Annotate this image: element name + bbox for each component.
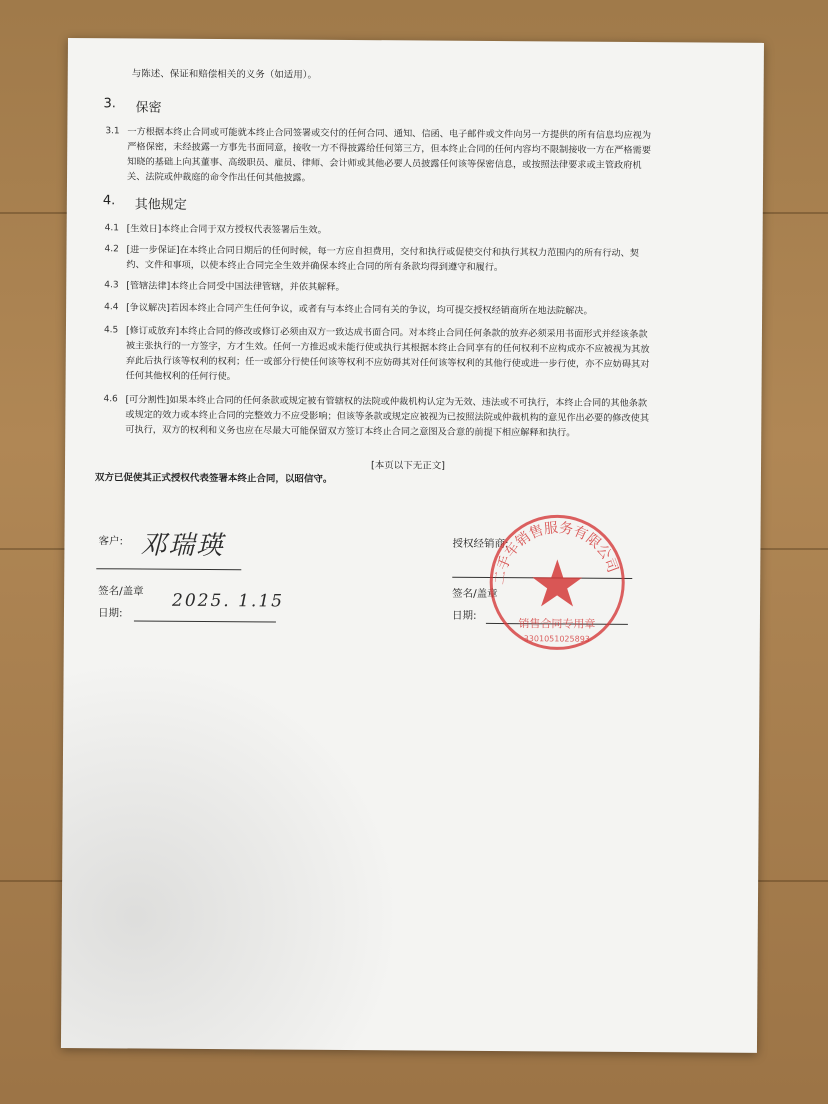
clause-line: [可分割性]如果本终止合同的任何条款或规定被有管辖权的法院或仲裁机构认定为无效、违法或不可执行，本终止合同的其他条款 xyxy=(125,394,648,410)
clause-number: 4.1 xyxy=(104,223,120,234)
customer-date-handwritten: 2025. 1.15 xyxy=(172,590,285,612)
customer-sign-line xyxy=(96,568,241,570)
clause-number: 4.3 xyxy=(104,280,119,291)
clause-3-1 xyxy=(127,124,757,188)
clause-line: 知晓的基础上向其董事、高级职员、雇员、律师、会计师或其他必要人员披露任何该等保密信息，或按照法律要求或主管政府机 xyxy=(127,156,642,172)
customer-signature: 邓瑞瑛 xyxy=(140,530,225,562)
clause-4-6 xyxy=(125,392,755,441)
section4-number: 4. xyxy=(102,193,116,209)
dealer-label: 授权经销商: xyxy=(452,537,509,551)
shadow-overlay xyxy=(61,658,404,1053)
clause-number: 4.4 xyxy=(104,302,119,313)
clause-4-1 xyxy=(127,221,757,240)
dealer-sign-label: 签名/盖章 xyxy=(452,587,498,601)
customer-date-label: 日期: xyxy=(97,607,123,620)
clause-line: [修订或放弃]本终止合同的修改或修订必须由双方一致达成书面合同。对本终止合同任何条款的放弃必须采用书面形式并经该条款 xyxy=(125,325,648,341)
clause-number: 4.2 xyxy=(104,244,119,255)
clause-line: 关、法院或仲裁庭的命令作出任何其他披露。 xyxy=(126,171,311,184)
clause-line: 严格保密，未经披露一方事先书面同意，接收一方不得披露给任何第三方，但本终止合同的任何内容均不限制接收一方在严格需要 xyxy=(127,141,651,157)
clause-4-5 xyxy=(126,323,756,387)
section3-title: 保密 xyxy=(135,100,162,116)
clause-line: [管辖法律]本终止合同受中国法律管辖，并依其解释。 xyxy=(126,280,345,293)
clause-line: [争议解决]若因本终止合同产生任何争议，或者有与本终止合同有关的争议，均可提交授权经销商所在地法院解决。 xyxy=(126,302,593,317)
section4-title: 其他规定 xyxy=(134,197,187,213)
seal-star xyxy=(532,559,582,606)
clause-number: 4.6 xyxy=(103,394,118,405)
seal-bottom-text: 销售合同专用章 xyxy=(518,617,596,631)
clause-4-4 xyxy=(126,300,756,319)
seal-number-text: 3301051025893 xyxy=(523,634,590,644)
clause-line: 约、文件和事项，以使本终止合同完全生效并确保本终止合同的所有条款均得到遵守和履行。 xyxy=(126,259,504,274)
section3-number: 3. xyxy=(103,96,117,112)
page-end-note: [本页以下无正文] xyxy=(370,460,445,472)
witness-line: 双方已促使其正式授权代表签署本终止合同，以昭信守。 xyxy=(94,472,333,485)
clause-number: 4.5 xyxy=(103,325,119,336)
clause-line: [进一步保证]在本终止合同日期后的任何时候，每一方应自担费用，交付和执行或促使交付和执行其权力范围内的所有行动、契 xyxy=(126,244,640,259)
clause-line: 弃此后执行该等权利的权利；任一或部分行使任何该等权利不应妨碍其对任何该等权利的其他行使或进一步行使，亦不应妨碍其对 xyxy=(125,355,650,371)
customer-date-line xyxy=(134,620,276,622)
clause-line: 或规定的效力或本终止合同的完整效力不应受影响；但该等条款或规定应被视为已按照法院或仲裁机构的意见作出必要的修改使其 xyxy=(125,409,650,425)
clause-4-2 xyxy=(126,242,756,276)
clause-line: 一方根据本终止合同或可能就本终止合同签署或交付的任何合同、通知、信函、电子邮件或文件向另一方提供的所有信息均应视为 xyxy=(127,126,652,142)
clause-line: [生效日]本终止合同于双方授权代表签署后生效。 xyxy=(126,223,327,236)
clause-4-3 xyxy=(126,278,756,297)
contract-page xyxy=(61,38,764,1053)
customer-label: 客户: xyxy=(98,535,124,548)
company-seal-icon xyxy=(482,507,633,658)
clause-line: 可执行，双方的权利和义务也应在尽最大可能保留双方签订本终止合同之意图及合意的前提下相应解释和执行。 xyxy=(125,424,576,439)
customer-sign-label: 签名/盖章 xyxy=(98,585,144,598)
top-line: 与陈述、保证和赔偿相关的义务（如适用）。 xyxy=(131,68,318,81)
clause-line: 被主张执行的一方签字，方才生效。任何一方推迟或未能行使或执行其根据本终止合同享有的任何权利不应构成亦不应被视为其放 xyxy=(125,340,650,356)
clause-line: 任何其他权利的任何行使。 xyxy=(125,370,236,383)
seal-top-text: 二手车销售服务有限公司 xyxy=(491,520,621,586)
clause-number: 3.1 xyxy=(105,126,120,137)
dealer-date-label: 日期: xyxy=(451,609,477,622)
